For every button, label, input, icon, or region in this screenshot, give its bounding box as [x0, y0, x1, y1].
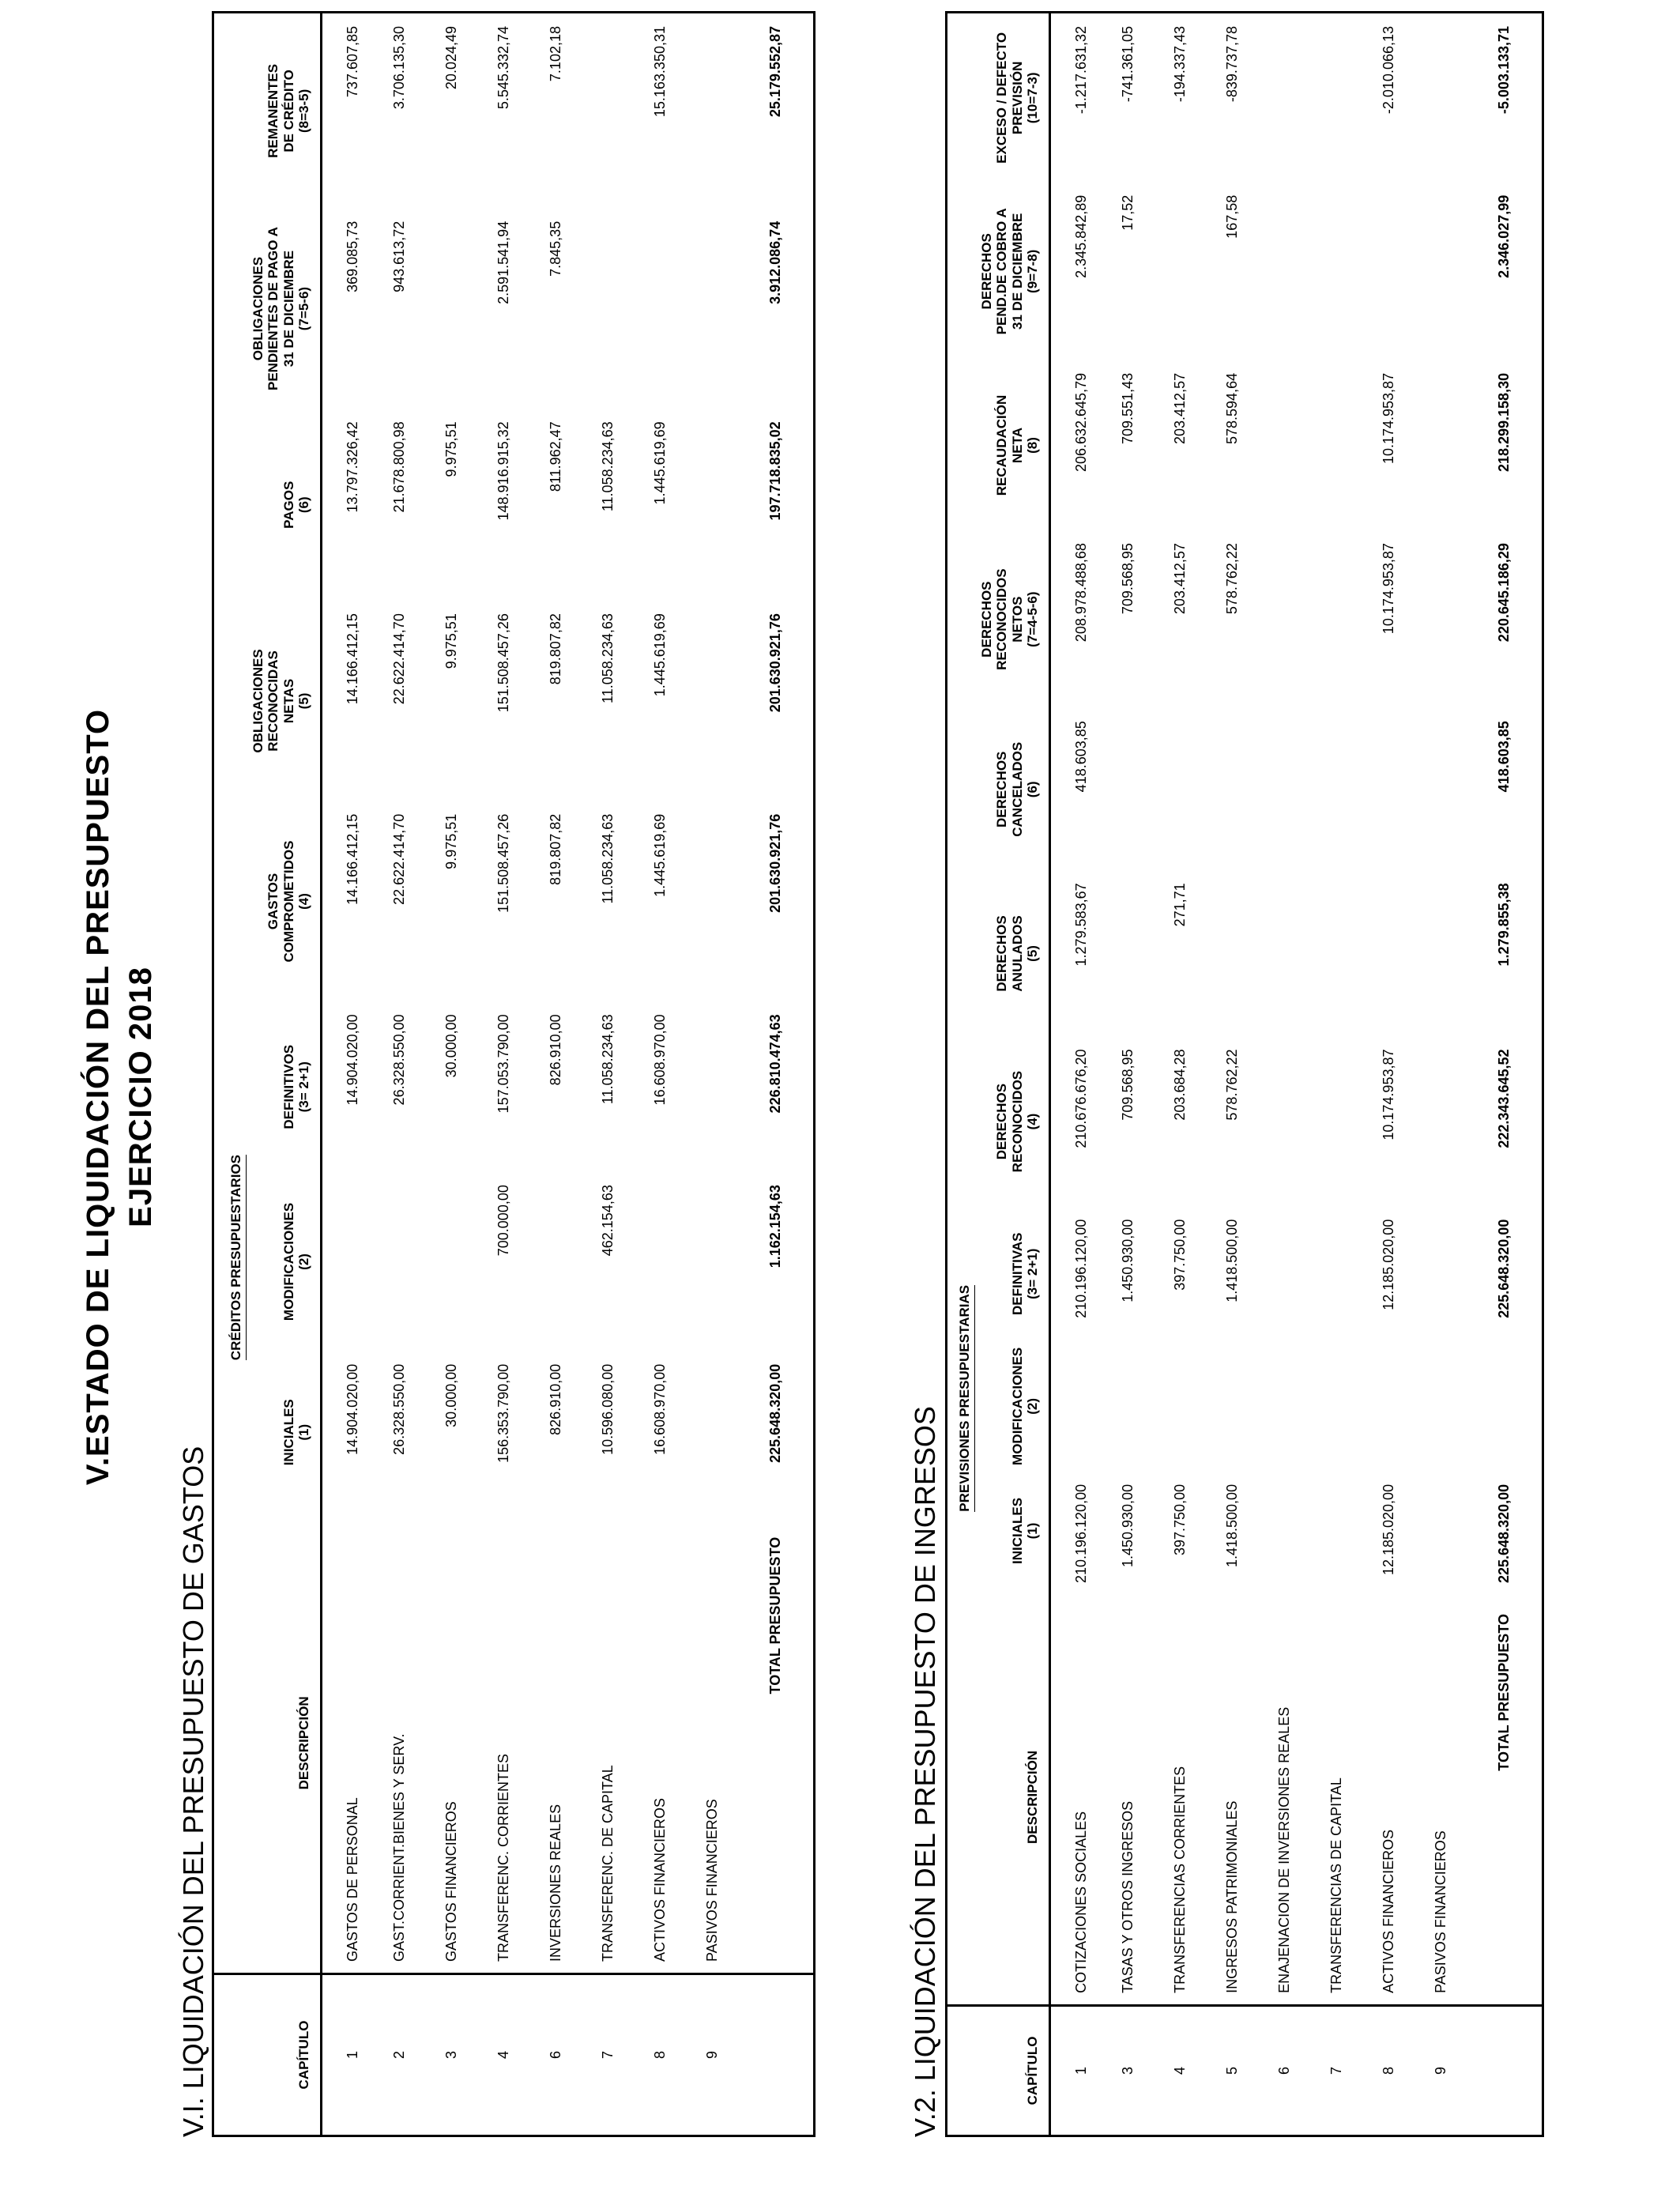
definitivas-cell: 12.185.020,00 [1380, 1219, 1396, 1310]
exceso-cell [1258, 13, 1310, 183]
pendientes-cell [582, 209, 634, 409]
cancelados-cell [1154, 708, 1206, 870]
pendientes-cobro-cell: 2.345.842,89 [1073, 194, 1090, 278]
obligaciones-cell: 1.445.619,69 [651, 613, 668, 697]
total-label: TOTAL PRESUPUESTO [1495, 1614, 1512, 1771]
anulados-cell: 1.279.583,67 [1073, 883, 1090, 967]
col-remanentes: REMANENTES DE CRÉDITO (8=3-5) [247, 13, 322, 209]
definitivas-cell [1310, 1207, 1362, 1341]
definitivos-cell [686, 1001, 738, 1172]
iniciales-cell: 26.328.550,00 [390, 1363, 407, 1455]
reconocidos-cell: 10.174.953,87 [1380, 1049, 1396, 1140]
obligaciones-cell: 819.807,82 [547, 613, 563, 685]
pagos-cell: 811.962,47 [547, 421, 563, 492]
capitulo-cell [1467, 2005, 1543, 2136]
modificaciones-cell [1310, 1341, 1362, 1472]
total-label: TOTAL PRESUPUESTO [767, 1536, 783, 1695]
table-row [425, 13, 477, 2136]
modificaciones-cell: 462.154,63 [599, 1185, 616, 1257]
total-row [738, 13, 814, 2136]
capitulo-cell: 8 [1362, 2005, 1414, 2136]
cancelados-cell [1414, 708, 1467, 870]
gastos-header-row [247, 13, 322, 2136]
gastos-table [212, 11, 816, 2137]
total-exceso: -5.003.133,71 [1495, 26, 1512, 115]
modificaciones-cell [373, 1172, 425, 1351]
cancelados-cell [1102, 708, 1154, 870]
table-row [1310, 13, 1362, 2136]
recaudacion-cell [1258, 360, 1310, 530]
capitulo-cell [738, 1973, 814, 2136]
col-iniciales: INICIALES (1) [247, 1351, 322, 1514]
definitivas-cell [1258, 1207, 1310, 1341]
pendientes-cell: 943.613,72 [390, 221, 407, 292]
definitivos-cell: 30.000,00 [443, 1014, 459, 1078]
table-row [1362, 13, 1414, 2136]
pendientes-cell [634, 209, 686, 409]
descripcion-cell: TRANSFERENCIAS CORRIENTES [1171, 1766, 1188, 1993]
netos-cell [1310, 530, 1362, 708]
col-descripcion: DESCRIPCIÓN [976, 1590, 1050, 2005]
modificaciones-cell: 700.000,00 [495, 1185, 511, 1257]
definitivas-cell: 1.418.500,00 [1223, 1219, 1240, 1302]
obligaciones-cell [686, 601, 738, 801]
col-derechos-netos: DERECHOS RECONOCIDOS NETOS (7=4-5-6) [976, 530, 1050, 708]
cancelados-cell [1310, 708, 1362, 870]
definitivas-cell: 210.196.120,00 [1073, 1219, 1090, 1318]
anulados-cell [1362, 870, 1414, 1036]
descripcion-cell: TRANSFERENC. CORRIENTES [495, 1753, 511, 1962]
capitulo-cell: 1 [1049, 2005, 1102, 2136]
obligaciones-cell: 14.166.412,15 [345, 613, 361, 705]
modificaciones-cell [1362, 1341, 1414, 1472]
iniciales-cell: 16.608.970,00 [651, 1363, 668, 1455]
total-pagos: 197.718.835,02 [767, 421, 783, 521]
reconocidos-cell [1258, 1037, 1310, 1207]
exceso-cell: -1.217.631,32 [1073, 26, 1090, 115]
netos-cell: 578.762,22 [1223, 543, 1240, 615]
recaudacion-cell: 578.594,64 [1223, 372, 1240, 444]
netos-cell: 208.978.488,68 [1073, 543, 1090, 643]
col-modificaciones: MODIFICACIONES (2) [976, 1341, 1050, 1472]
anulados-cell [1414, 870, 1467, 1036]
total-iniciales: 225.648.320,00 [1495, 1483, 1512, 1584]
remanentes-cell: 15.163.350,31 [651, 26, 668, 118]
modificaciones-cell [1154, 1341, 1206, 1472]
modificaciones-cell [1049, 1341, 1102, 1472]
capitulo-cell: 6 [1258, 2005, 1310, 2136]
document-subtitle: EJERCICIO 2018 [123, 967, 158, 1227]
ingresos-table [945, 11, 1544, 2137]
cancelados-cell [1206, 708, 1258, 870]
table-row [477, 13, 529, 2136]
total-pendientes: 3.912.086,74 [767, 221, 783, 304]
recaudacion-cell: 709.551,43 [1119, 372, 1136, 444]
iniciales-cell: 397.750,00 [1171, 1483, 1188, 1555]
pendientes-cell: 2.591.541,94 [495, 221, 511, 304]
obligaciones-cell: 22.622.414,70 [390, 613, 407, 705]
pagos-cell [686, 409, 738, 601]
netos-cell: 203.412,57 [1171, 543, 1188, 615]
definitivos-cell: 826.910,00 [547, 1014, 563, 1086]
reconocidos-cell [1310, 1037, 1362, 1207]
capitulo-cell: 7 [1310, 2005, 1362, 2136]
col-gastos-comprometidos: GASTOS COMPROMETIDOS (4) [247, 801, 322, 1002]
cancelados-cell [1258, 708, 1310, 870]
ingresos-group-header-row [947, 13, 976, 2136]
pagos-cell: 1.445.619,69 [651, 421, 668, 505]
capitulo-cell: 4 [1154, 2005, 1206, 2136]
remanentes-cell: 7.102,18 [547, 26, 563, 82]
previsiones-group-header: PREVISIONES PRESUPUESTARIAS [957, 1285, 975, 1512]
pendientes-cobro-cell [1258, 183, 1310, 360]
col-derechos-reconocidos: DERECHOS RECONOCIDOS (4) [976, 1037, 1050, 1207]
pagos-cell: 11.058.234,63 [599, 421, 616, 512]
capitulo-cell: 3 [425, 1973, 477, 2136]
table-row [1049, 13, 1102, 2136]
iniciales-cell: 1.418.500,00 [1223, 1483, 1240, 1568]
definitivas-cell [1414, 1207, 1467, 1341]
anulados-cell [1258, 870, 1310, 1036]
definitivos-cell: 11.058.234,63 [599, 1014, 616, 1105]
capitulo-cell: 9 [1414, 2005, 1467, 2136]
table-row [373, 13, 425, 2136]
capitulo-cell: 9 [686, 1973, 738, 2136]
table-row [1206, 13, 1258, 2136]
col-capitulo: CAPÍTULO [976, 2005, 1050, 2136]
descripcion-cell: TASAS Y OTROS INGRESOS [1119, 1800, 1136, 1993]
iniciales-cell: 1.450.930,00 [1119, 1483, 1136, 1568]
exceso-cell: -741.361,05 [1119, 26, 1136, 103]
comprometidos-cell: 1.445.619,69 [651, 813, 668, 897]
descripcion-cell: PASIVOS FINANCIEROS [1432, 1830, 1448, 1993]
exceso-cell [1310, 13, 1362, 183]
comprometidos-cell [686, 801, 738, 1002]
pendientes-cobro-cell [1362, 183, 1414, 360]
descripcion-cell: GASTOS FINANCIEROS [443, 1801, 459, 1962]
descripcion-cell: TRANSFERENC. DE CAPITAL [599, 1765, 616, 1962]
table-row [634, 13, 686, 2136]
col-obligaciones-pendientes: OBLIGACIONES PENDIENTES DE PAGO A 31 DE DICIEMBRE (7=5-6) [247, 209, 322, 409]
iniciales-cell [686, 1351, 738, 1514]
modificaciones-cell [634, 1172, 686, 1351]
pendientes-cobro-cell: 17,52 [1119, 194, 1136, 231]
total-netos: 220.645.186,29 [1495, 543, 1512, 643]
descripcion-cell: GAST.CORRIENT.BIENES Y SERV. [390, 1733, 407, 1962]
descripcion-cell: PASIVOS FINANCIEROS [703, 1799, 720, 1962]
recaudacion-cell: 203.412,57 [1171, 372, 1188, 444]
netos-cell [1258, 530, 1310, 708]
table-row [582, 13, 634, 2136]
col-derechos-cancelados: DERECHOS CANCELADOS (6) [976, 708, 1050, 870]
col-descripcion: DESCRIPCIÓN [247, 1514, 322, 1974]
anulados-cell: 271,71 [1171, 883, 1188, 927]
definitivas-cell: 1.450.930,00 [1119, 1219, 1136, 1302]
definitivas-cell: 397.750,00 [1171, 1219, 1188, 1291]
recaudacion-cell [1310, 360, 1362, 530]
definitivos-cell: 157.053.790,00 [495, 1014, 511, 1114]
pendientes-cobro-cell [1154, 183, 1206, 360]
obligaciones-cell: 11.058.234,63 [599, 613, 616, 703]
col-definitivas: DEFINITIVAS (3= 2+1) [976, 1207, 1050, 1341]
gastos-section-title: V.I. LIQUIDACIÓN DEL PRESUPUESTO DE GASTOS [177, 1446, 209, 2137]
table-row [529, 13, 582, 2136]
descripcion-cell: COTIZACIONES SOCIALES [1073, 1811, 1090, 1993]
recaudacion-cell: 10.174.953,87 [1380, 372, 1396, 465]
netos-cell [1414, 530, 1467, 708]
capitulo-cell: 1 [321, 1973, 373, 2136]
anulados-cell [1102, 870, 1154, 1036]
iniciales-cell: 10.596.080,00 [599, 1363, 616, 1455]
netos-cell: 709.568,95 [1119, 543, 1136, 615]
obligaciones-cell: 9.975,51 [443, 613, 459, 669]
reconocidos-cell: 210.676.676,20 [1073, 1049, 1090, 1148]
total-row [1467, 13, 1543, 2136]
iniciales-cell: 14.904.020,00 [345, 1363, 361, 1455]
remanentes-cell: 737.607,85 [345, 26, 361, 98]
modificaciones-cell [1102, 1341, 1154, 1472]
total-pendientes-cobro: 2.346.027,99 [1495, 194, 1512, 278]
pendientes-cell [425, 209, 477, 409]
ingresos-section-title: V.2. LIQUIDACIÓN DEL PRESUPUESTO DE INGRESOS [909, 1406, 941, 2137]
total-recaudacion: 218.299.158,30 [1495, 372, 1512, 473]
iniciales-cell: 156.353.790,00 [495, 1363, 511, 1463]
exceso-cell: -2.010.066,13 [1380, 26, 1396, 115]
descripcion-cell: TRANSFERENCIAS DE CAPITAL [1328, 1777, 1344, 1993]
capitulo-cell: 8 [634, 1973, 686, 2136]
exceso-cell [1414, 13, 1467, 183]
table-row [1154, 13, 1206, 2136]
col-definitivos: DEFINITIVOS (3= 2+1) [247, 1001, 322, 1172]
definitivos-cell: 16.608.970,00 [651, 1014, 668, 1106]
iniciales-cell [1414, 1472, 1467, 1590]
total-remanentes: 25.179.552,87 [767, 26, 783, 118]
col-pagos: PAGOS (6) [247, 409, 322, 601]
anulados-cell [1310, 870, 1362, 1036]
modificaciones-cell [1414, 1341, 1467, 1472]
total-obligaciones: 201.630.921,76 [767, 613, 783, 713]
descripcion-cell: ACTIVOS FINANCIEROS [651, 1797, 668, 1962]
comprometidos-cell: 22.622.414,70 [390, 813, 407, 905]
comprometidos-cell: 151.508.457,26 [495, 813, 511, 913]
recaudacion-cell: 206.632.645,79 [1073, 372, 1090, 473]
total-definitivos: 226.810.474,63 [767, 1014, 783, 1114]
obligaciones-cell: 151.508.457,26 [495, 613, 511, 713]
netos-cell: 10.174.953,87 [1380, 543, 1396, 635]
gastos-group-header-row [213, 13, 247, 2136]
modificaciones-cell [321, 1172, 373, 1351]
table-row [686, 13, 738, 2136]
pendientes-cell [686, 209, 738, 409]
pendientes-cobro-cell [1414, 183, 1467, 360]
remanentes-cell: 20.024,49 [443, 26, 459, 90]
pagos-cell: 9.975,51 [443, 421, 459, 477]
capitulo-cell: 3 [1102, 2005, 1154, 2136]
iniciales-cell: 12.185.020,00 [1380, 1483, 1396, 1576]
modificaciones-cell [529, 1172, 582, 1351]
descripcion-cell: INVERSIONES REALES [547, 1804, 563, 1962]
table-row [1258, 13, 1310, 2136]
col-modificaciones: MODIFICACIONES (2) [247, 1172, 322, 1351]
exceso-cell: -194.337,43 [1171, 26, 1188, 103]
modificaciones-cell [1206, 1341, 1258, 1472]
table-row [321, 13, 373, 2136]
total-anulados: 1.279.855,38 [1495, 883, 1512, 967]
col-pendientes-cobro: DERECHOS PEND.DE COBRO A 31 DE DICIEMBRE (9=7-8) [976, 183, 1050, 360]
iniciales-cell [1310, 1472, 1362, 1590]
descripcion-cell: INGRESOS PATRIMONIALES [1223, 1800, 1240, 1993]
comprometidos-cell: 9.975,51 [443, 813, 459, 869]
comprometidos-cell: 11.058.234,63 [599, 813, 616, 904]
recaudacion-cell [1414, 360, 1467, 530]
iniciales-cell: 826.910,00 [547, 1363, 563, 1435]
total-modificaciones [1467, 1341, 1543, 1472]
pendientes-cell: 7.845,35 [547, 221, 563, 277]
table-row [1102, 13, 1154, 2136]
total-cancelados: 418.603,85 [1495, 721, 1512, 793]
reconocidos-cell: 578.762,22 [1223, 1049, 1240, 1121]
total-comprometidos: 201.630.921,76 [767, 813, 783, 913]
modificaciones-cell [1258, 1341, 1310, 1472]
total-definitivas: 225.648.320,00 [1495, 1219, 1512, 1318]
cancelados-cell [1362, 708, 1414, 870]
comprometidos-cell: 819.807,82 [547, 813, 563, 885]
ingresos-header-row [976, 13, 1050, 2136]
pendientes-cobro-cell: 167,58 [1223, 194, 1240, 239]
modificaciones-cell [686, 1172, 738, 1351]
col-iniciales: INICIALES (1) [976, 1472, 1050, 1590]
pagos-cell: 21.678.800,98 [390, 421, 407, 513]
col-derechos-anulados: DERECHOS ANULADOS (5) [976, 870, 1050, 1036]
capitulo-cell: 2 [373, 1973, 425, 2136]
iniciales-cell: 210.196.120,00 [1073, 1483, 1090, 1584]
reconocidos-cell: 203.684,28 [1171, 1049, 1188, 1121]
comprometidos-cell: 14.166.412,15 [345, 813, 361, 905]
pendientes-cobro-cell [1310, 183, 1362, 360]
iniciales-cell [1258, 1472, 1310, 1590]
capitulo-cell: 4 [477, 1973, 529, 2136]
exceso-cell: -839.737,78 [1223, 26, 1240, 103]
definitivos-cell: 14.904.020,00 [345, 1014, 361, 1106]
remanentes-cell: 5.545.332,74 [495, 26, 511, 110]
capitulo-cell: 5 [1206, 2005, 1258, 2136]
col-exceso-defecto: EXCESO / DEFECTO PREVISIÓN (10=7-3) [976, 13, 1050, 183]
total-reconocidos: 222.343.645,52 [1495, 1049, 1512, 1148]
document-title: V.ESTADO DE LIQUIDACIÓN DEL PRESUPUESTO [81, 708, 115, 1486]
definitivos-cell: 26.328.550,00 [390, 1014, 407, 1106]
pagos-cell: 148.916.915,32 [495, 421, 511, 521]
modificaciones-cell [425, 1172, 477, 1351]
descripcion-cell: ENAJENACION DE INVERSIONES REALES [1275, 1706, 1292, 1993]
creditos-group-header: CRÉDITOS PRESUPUESTARIOS [228, 1155, 247, 1360]
iniciales-cell: 30.000,00 [443, 1363, 459, 1427]
cancelados-cell: 418.603,85 [1073, 721, 1090, 793]
capitulo-cell: 7 [582, 1973, 634, 2136]
remanentes-cell: 3.706.135,30 [390, 26, 407, 110]
col-recaudacion-neta: RECAUDACIÓN NETA (8) [976, 360, 1050, 530]
capitulo-cell: 6 [529, 1973, 582, 2136]
col-capitulo: CAPÍTULO [247, 1973, 322, 2136]
col-obligaciones-reconocidas: OBLIGACIONES RECONOCIDAS NETAS (5) [247, 601, 322, 801]
total-modificaciones: 1.162.154,63 [767, 1185, 783, 1269]
pagos-cell: 13.797.326,42 [345, 421, 361, 513]
descripcion-cell: ACTIVOS FINANCIEROS [1380, 1829, 1396, 1993]
reconocidos-cell [1414, 1037, 1467, 1207]
remanentes-cell [582, 13, 634, 209]
reconocidos-cell: 709.568,95 [1119, 1049, 1136, 1121]
pendientes-cell: 369.085,73 [345, 221, 361, 292]
total-iniciales: 225.648.320,00 [767, 1363, 783, 1463]
anulados-cell [1206, 870, 1258, 1036]
descripcion-cell: GASTOS DE PERSONAL [345, 1797, 361, 1962]
remanentes-cell [686, 13, 738, 209]
table-row [1414, 13, 1467, 2136]
